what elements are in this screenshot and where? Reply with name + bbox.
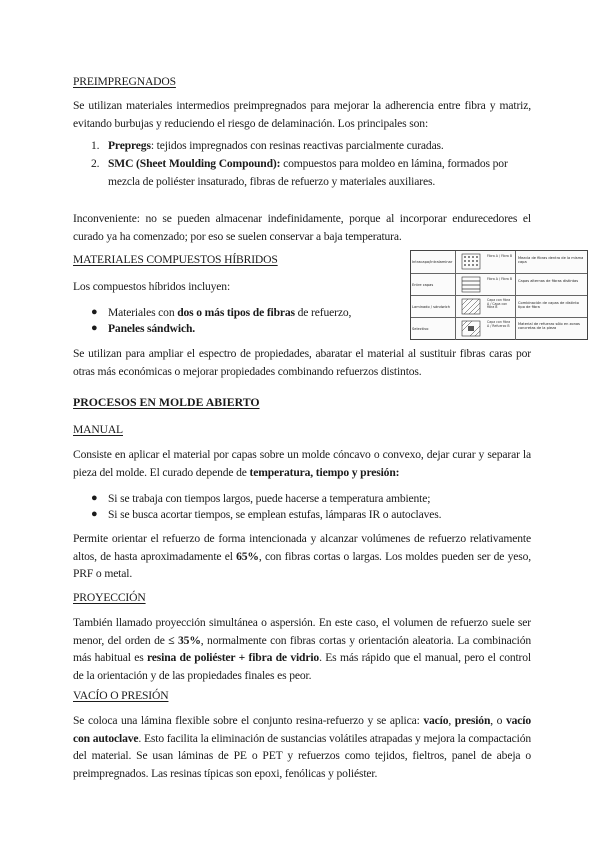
term-smc: SMC (Sheet Moulding Compound):: [108, 157, 281, 170]
figure-row-desc: Material de refuerzo sólo en zonas concretas de la pieza: [515, 318, 587, 340]
layers-pattern-icon: [456, 274, 488, 296]
figure-row-label: Entre capas: [412, 283, 434, 287]
paragraph-text: También llamado proyección simultánea o aspersión. En este caso, el volumen de refuerzo suele ser menor, del orden de: [73, 616, 531, 647]
figure-row-label: Selectivo: [412, 327, 429, 331]
term-prepregs: Prepregs: [108, 139, 151, 152]
list-item: [91, 137, 531, 155]
item-text: Si se trabaja con tiempos largos, puede hacerse a temperatura ambiente;: [108, 492, 431, 505]
item-text: Materiales con: [108, 306, 178, 319]
paragraph-text: Permite orientar el refuerzo de forma intencionada y alcanzar volúmenes de refuerzo relativamente altos, de hasta aproximadamente el: [73, 532, 531, 563]
paragraph-bold-text: resina de poliéster + fibra de vidrio: [146, 651, 320, 664]
figure-row: [411, 295, 587, 318]
paragraph-text: . Es más rápido que el manual, pero el control de la orientación y de las propiedades finales es peor.: [73, 651, 531, 682]
paragraph-text: Se coloca una lámina flexible sobre el conjunto resina-refuerzo y se aplica:: [73, 714, 424, 727]
paragraph-text: ,: [448, 714, 455, 727]
subheading-manual: MANUAL: [73, 423, 123, 436]
paragraph-bold-text: 65%: [236, 549, 259, 563]
paragraph-bold-text: ≤ 35%: [168, 633, 201, 647]
paragraph-text: , con fibras cortas o largas. Los moldes pueden ser de yeso, PRF o metal.: [73, 549, 531, 580]
figure-pattern: [455, 274, 488, 296]
vacio-paragraph: [73, 712, 531, 782]
figure-row-desc: Mezcla de fibras dentro de la misma capa: [515, 251, 587, 273]
paragraph-text: , o: [490, 714, 506, 727]
list-item: [91, 506, 531, 524]
subheading-vacio: VACÍO O PRESIÓN: [73, 689, 169, 702]
figure-row-label: Laminado / sándwich: [412, 305, 450, 309]
item-text: de refuerzo,: [294, 306, 352, 319]
paragraph-bold-text: presión: [454, 714, 491, 727]
paragraph-bold-text: vacío con autoclave: [73, 714, 531, 745]
figure-row: [411, 251, 587, 273]
hybrid-composites-figure: [410, 250, 588, 340]
hibridos-uso: Se utilizan para ampliar el espectro de propiedades, abaratar el material al sustituir fibras caras por otras más económicas o mejorar propiedades combinando refuerzos distintos.: [73, 347, 531, 378]
proyeccion-paragraph: [73, 614, 531, 684]
hibridos-intro: Los compuestos híbridos incluyen:: [73, 280, 231, 293]
figure-row-marks: Capa con fibra A / Capa con fibra B: [487, 298, 511, 310]
figure-row-label: Intracapa/intralaminar: [412, 260, 453, 264]
figure-row-marks: Capa con fibra A / Refuerzo B: [487, 320, 511, 328]
figure-row: [411, 317, 587, 340]
paragraph-text: , normalmente con fibras cortas y orientación aleatoria. La combinación más habitual es: [73, 633, 531, 664]
figure-row-desc: Capas alternas de fibras distintas: [515, 274, 587, 296]
list-item: [91, 155, 531, 190]
list-number: 1.: [91, 139, 100, 152]
section-heading-preimpregnados: PREIMPREGNADOS: [73, 75, 176, 88]
figure-pattern: [455, 251, 488, 273]
list-item: [91, 304, 401, 322]
section-heading-procesos: PROCESOS EN MOLDE ABIERTO: [73, 395, 260, 409]
figure-pattern: [455, 296, 488, 318]
figure-row-marks: Fibra A / Fibra B: [487, 277, 513, 281]
paragraph-text: Consiste en aplicar el material por capas sobre un molde cóncavo o convexo, dejar curar y separar la pieza del molde. El curado depende de: [73, 448, 531, 479]
bullet-icon: ●: [91, 306, 98, 318]
bullet-icon: ●: [91, 492, 98, 504]
list-item: [91, 320, 401, 338]
item-bold-text: Paneles sándwich.: [108, 322, 195, 335]
figure-pattern: [455, 318, 488, 340]
term-prepregs-desc: : tejidos impregnados con resinas reactivas parcialmente curadas.: [150, 139, 444, 152]
preimpregnados-inconveniente: Inconveniente: no se pueden almacenar indefinidamente, porque al incorporar endurecedores el curado ya ha comenzado; por eso se suelen conservar a baja temperatura.: [73, 212, 531, 243]
figure-row-marks: Fibra A / Fibra B: [487, 254, 513, 258]
paragraph-bold-text: temperatura, tiempo y presión:: [249, 465, 400, 479]
hatch-pattern-icon: [456, 296, 488, 318]
grid-pattern-icon: [456, 251, 488, 273]
preimpregnados-intro: Se utilizan materiales intermedios preimpregnados para mejorar la adherencia entre fibra y matriz, evitando burbujas y reduciendo el riesgo de delaminación. Los principales son:: [73, 99, 531, 130]
item-bold-text: dos o más tipos de fibras: [177, 306, 295, 319]
figure-row-desc: Combinación de capas de distinto tipo de fibra: [515, 296, 587, 318]
paragraph-text: . Esto facilita la eliminación de sustancias volátiles atrapadas y mejora la compactación del material. Se usan láminas de PE o PET y refuerzos como tejidos, fieltros, panel de abeja o preimpregnados. Las resinas típicas son epoxi, fenólicas y poliéster.: [73, 731, 531, 780]
section-heading-hibridos: MATERIALES COMPUESTOS HÍBRIDOS: [73, 253, 278, 266]
bullet-icon: ●: [91, 508, 98, 520]
figure-row: [411, 273, 587, 296]
bullet-icon: ●: [91, 322, 98, 334]
selective-pattern-icon: [456, 318, 488, 340]
subheading-proyeccion: PROYECCIÓN: [73, 591, 146, 604]
paragraph-bold-text: vacío: [423, 714, 449, 727]
manual-paragraph-1: [73, 446, 531, 481]
manual-paragraph-2: [73, 530, 531, 583]
term-smc-desc: compuestos para moldeo en lámina, formados por mezcla de poliéster insaturado, fibras de refuerzo y materiales auxiliares.: [108, 157, 508, 188]
list-item: [91, 490, 531, 508]
item-text: Si se busca acortar tiempos, se emplean estufas, lámparas IR o autoclaves.: [108, 508, 442, 521]
list-number: 2.: [91, 157, 100, 170]
